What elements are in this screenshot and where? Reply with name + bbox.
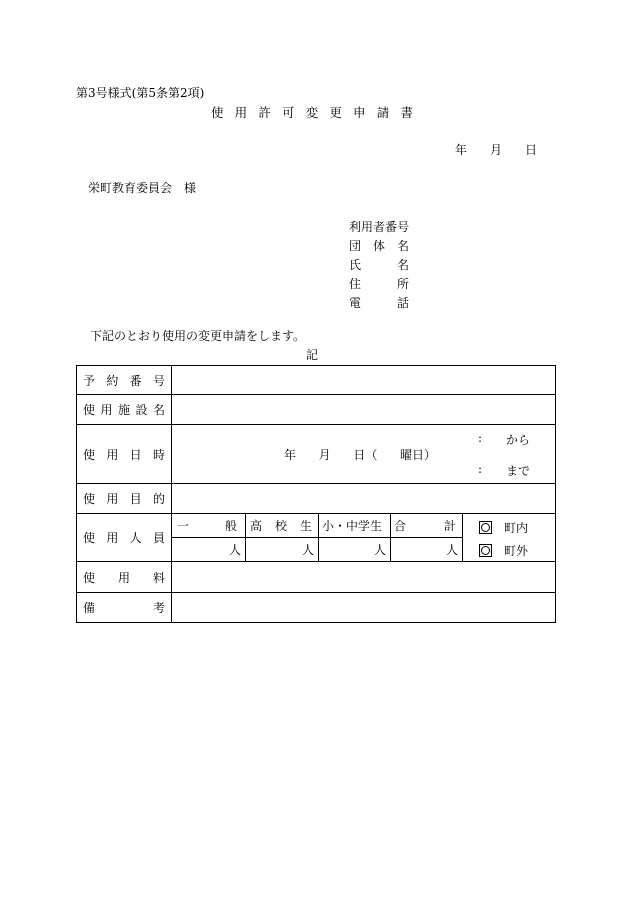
table-row [77, 562, 556, 593]
label-char: 小・中学生 [322, 519, 383, 533]
label-char: 員 [152, 531, 165, 545]
label-char: 人 [129, 531, 142, 545]
label-char: 備 [83, 601, 96, 615]
label-char: 用 [106, 492, 119, 506]
document-title [211, 103, 413, 121]
table-row [77, 366, 556, 395]
label-char: 名 [396, 258, 409, 272]
label-char: 用 [117, 570, 130, 585]
label-char: 名 [152, 403, 165, 417]
in-town-option[interactable] [479, 519, 528, 536]
time-to[interactable] [478, 462, 530, 479]
category-total [394, 517, 456, 534]
table-row [77, 425, 556, 484]
label-char: 名 [396, 239, 409, 253]
table-row [77, 484, 556, 514]
addressee: 栄町教育委員会 様 [88, 181, 197, 195]
label-char: 考 [152, 601, 165, 615]
label-char: 日 [129, 447, 142, 462]
label-char: 約 [106, 373, 119, 388]
label-char: 使 [83, 531, 96, 545]
out-of-town-option[interactable] [479, 542, 528, 559]
title-char: 変 [305, 105, 319, 120]
title-char: 可 [282, 105, 295, 120]
attendance-grid [172, 514, 463, 561]
remarks-label [77, 593, 172, 623]
table-row [77, 593, 556, 623]
usage-fee-label [77, 562, 172, 593]
label-char: 者 [373, 220, 386, 234]
elementary-middle-count-unit[interactable]: 人 [374, 543, 387, 557]
facility-name-input[interactable] [172, 395, 556, 425]
category-high-school [250, 517, 312, 534]
label-char: 利 [349, 220, 362, 234]
label-char: 話 [396, 296, 409, 310]
category-elementary-middle [322, 517, 382, 534]
remarks-input[interactable] [172, 593, 556, 623]
reservation-number-input[interactable] [172, 366, 556, 395]
option-label: 町内 [504, 521, 529, 535]
label-char: 番 [129, 373, 142, 388]
label-char: 電 [349, 296, 362, 310]
label-char: 予 [83, 373, 96, 388]
ki-label: 記 [306, 348, 319, 362]
phone-field[interactable] [349, 294, 409, 313]
title-char: 使 [211, 105, 224, 120]
label-char: 用 [106, 531, 119, 545]
label-char: 体 [372, 239, 385, 253]
usage-purpose-input[interactable] [172, 484, 556, 514]
intro-text: 下記のとおり使用の変更申請をします。 [90, 329, 306, 343]
total-count-unit[interactable]: 人 [446, 543, 459, 557]
general-count-unit[interactable]: 人 [229, 543, 242, 557]
label-char: 施 [117, 403, 130, 417]
label-char: 目 [129, 492, 142, 506]
label-char: 計 [443, 519, 456, 533]
table-row [77, 514, 556, 562]
usage-purpose-label [77, 484, 172, 514]
year-label: 年 [455, 143, 468, 157]
day-label: 日（ [353, 448, 378, 462]
title-char: 申 [353, 105, 366, 120]
label-char: 団 [349, 239, 362, 253]
label-char: 設 [135, 403, 148, 417]
form-number: 第3号様式(第5条第2項) [76, 86, 205, 100]
user-number-field[interactable] [349, 218, 409, 237]
title-char: 許 [258, 105, 271, 120]
label-char: 使 [83, 570, 96, 585]
title-char: 更 [329, 105, 342, 120]
usage-datetime-input[interactable] [172, 425, 556, 484]
attendance-label [77, 514, 172, 562]
label-char: 校 [274, 519, 287, 533]
month-label: 月 [318, 448, 331, 462]
name-field[interactable] [349, 256, 409, 275]
grid-divider [172, 537, 463, 538]
label-char: 使 [83, 447, 96, 462]
title-char: 用 [234, 105, 248, 120]
time-colon: : [478, 431, 483, 445]
label-char: 使 [83, 492, 96, 506]
circle-icon [481, 523, 490, 532]
option-label: 町外 [504, 544, 529, 558]
circle-icon [481, 546, 490, 555]
table-row [77, 395, 556, 425]
label-char: 用 [106, 447, 119, 462]
time-colon: : [478, 462, 483, 476]
label-char: 用 [361, 220, 374, 234]
day-label: 日 [524, 143, 537, 157]
label-char: 住 [349, 277, 362, 291]
attendance-input [172, 514, 556, 562]
weekday-label: 曜日） [399, 448, 436, 462]
usage-fee-input[interactable] [172, 562, 556, 593]
label-char: 般 [224, 519, 237, 533]
label-char: 料 [152, 570, 165, 585]
label-char: 号 [397, 220, 410, 234]
title-char: 書 [400, 105, 413, 120]
label-char: 所 [396, 277, 409, 291]
category-general [177, 517, 237, 534]
label-char: 時 [152, 447, 165, 462]
facility-name-label [77, 395, 172, 425]
checkbox-icon[interactable] [479, 521, 492, 534]
usage-datetime-label [77, 425, 172, 484]
time-to-label: まで [505, 464, 530, 478]
checkbox-icon[interactable] [479, 544, 492, 557]
time-from[interactable] [478, 431, 530, 448]
label-char: 番 [385, 220, 398, 234]
time-from-label: から [505, 433, 530, 447]
details-table [76, 365, 556, 623]
label-char: 一 [177, 519, 190, 533]
usage-date[interactable] [284, 446, 436, 463]
label-char: 生 [299, 519, 312, 533]
applicant-info [349, 218, 409, 313]
label-char: 高 [250, 519, 263, 533]
label-char: 合 [394, 519, 407, 533]
address-field[interactable] [349, 275, 409, 294]
label-char: 的 [152, 492, 165, 506]
group-name-field[interactable] [349, 237, 409, 256]
label-char: 使 [83, 403, 96, 417]
label-char: 号 [152, 373, 165, 388]
application-date[interactable] [455, 141, 537, 158]
label-char: 氏 [349, 258, 362, 272]
title-char: 請 [376, 105, 390, 120]
reservation-number-label [77, 366, 172, 395]
year-label: 年 [284, 448, 297, 462]
label-char: 用 [100, 403, 113, 417]
month-label: 月 [489, 143, 502, 157]
high-school-count-unit[interactable]: 人 [302, 543, 315, 557]
